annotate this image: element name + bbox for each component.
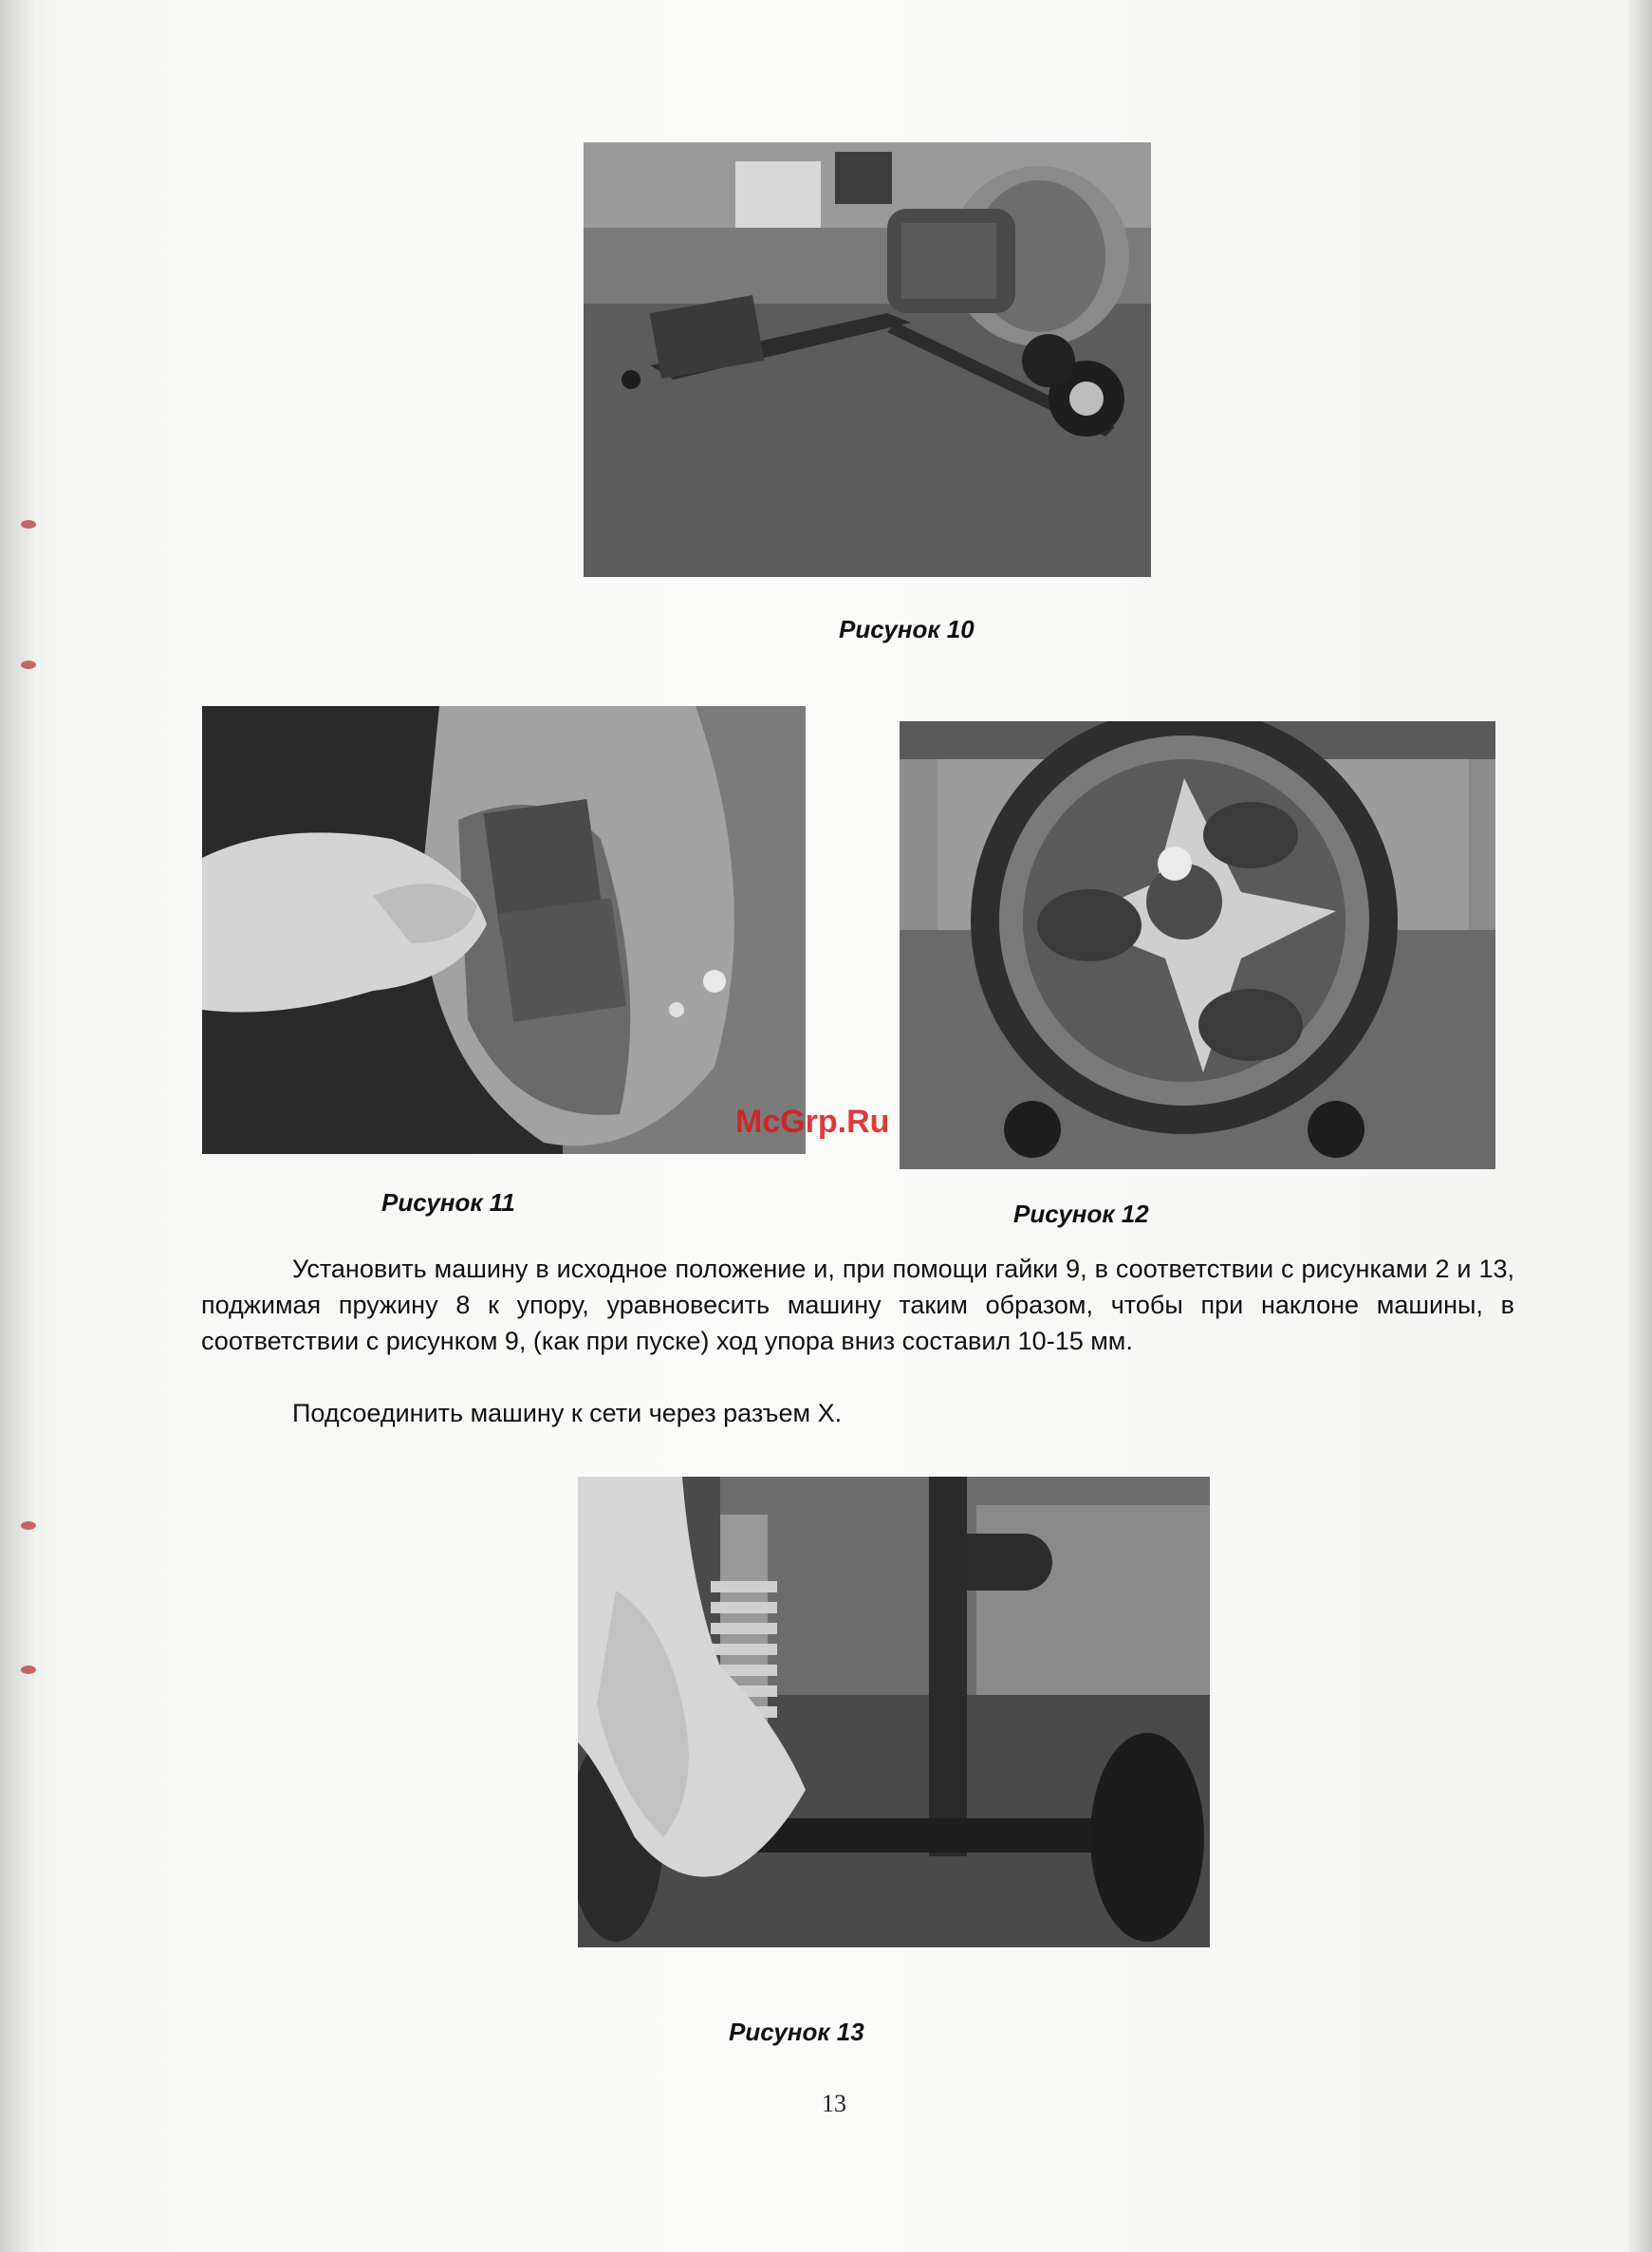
figure-13-photo	[578, 1477, 1210, 1947]
page-edge-shadow	[1627, 0, 1652, 2252]
page-number: 13	[822, 2090, 846, 2117]
figure-11-photo	[202, 706, 806, 1154]
figure-13-caption: Рисунок 13	[729, 2018, 864, 2046]
binding-hole	[21, 1666, 36, 1674]
binding-hole	[21, 1521, 36, 1530]
binding-hole	[21, 520, 36, 529]
binding-hole	[21, 661, 36, 669]
binding-edge	[0, 0, 34, 2252]
figure-10-caption: Рисунок 10	[839, 615, 974, 643]
instruction-paragraph: Установить машину в исходное положение и, при помощи гайки 9, в соответствии с рисунками 2 и 13, поджимая пружину 8 к упору, уравновесить машину таким образом, чтобы при наклоне машины, в соответствии с рисунком 9, (как при пуске) ход упора вниз составил 10-15 мм.	[201, 1255, 1514, 1355]
figure-12-caption: Рисунок 12	[1013, 1200, 1149, 1228]
instruction-paragraph-connect: Подсоединить машину к сети через разъем X.	[292, 1399, 843, 1427]
figure-12-photo	[900, 721, 1495, 1169]
figure-11-caption: Рисунок 11	[381, 1188, 515, 1217]
figure-10-photo	[584, 142, 1151, 577]
watermark: McGrp.Ru	[735, 1104, 890, 1140]
